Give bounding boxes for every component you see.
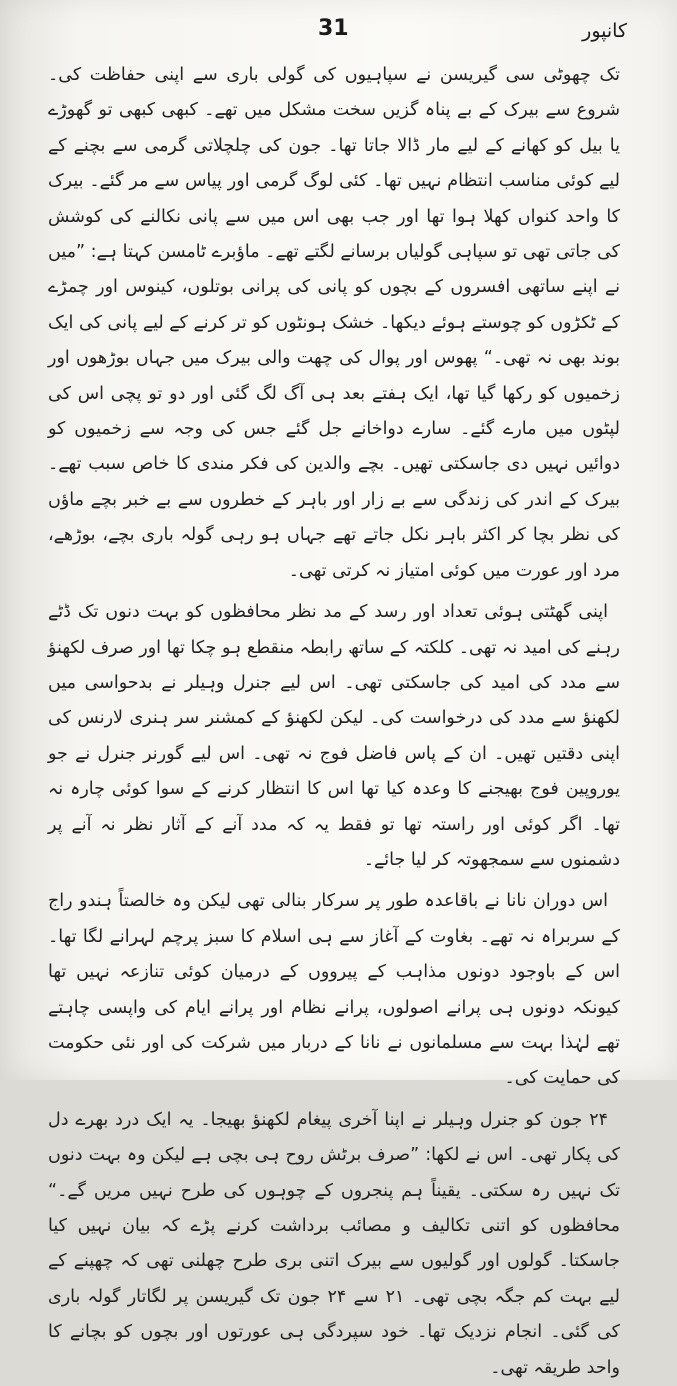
paragraph: ۲۴ جون کو جنرل وہیلر نے اپنا آخری پیغام لکھنؤ بھیجا۔ یہ ایک درد بھرے دل کی پکار تھی۔ اس نے لکھا: ”صرف برٹش روح ہی بچی ہے لیکن وہ بہت دنوں تک نہیں رہ سکتی۔ یقیناً ہم پنجروں کے چوہوں کی طرح نہیں مریں گے۔“ محافظوں کو اتنی تکالیف و مصائب برداشت کرنے پڑے کہ بیان نہیں کیا جاسکتا۔ گولوں اور گولیوں سے بیرک اتنی بری طرح چھلنی تھی کہ چھپنے کے لیے بہت کم جگہ بچی تھی۔ ۲۱ سے ۲۴ جون تک گیریسن پر لگاتار گولہ باری کی گئی۔ انجام نزدیک تھا۔ خود سپردگی ہی عورتوں اور بچوں کو بچانے کا واحد طریقہ تھی۔: [48, 1109, 620, 1378]
running-head: کانپور: [582, 20, 627, 42]
paragraph: اپنی گھٹتی ہوئی تعداد اور رسد کے مد نظر محافظوں کو بہت دنوں تک ڈٹے رہنے کی امید نہ تھی۔ کلکتہ کے ساتھ رابطہ منقطع ہو چکا تھا اور صرف لکھنؤ سے مدد کی امید کی جاسکتی تھی۔ اس لیے جنرل وہیلر نے بدحواسی میں لکھنؤ سے مدد کی درخواست کی۔ لیکن لکھنؤ کے کمشنر سر ہنری لارنس کی اپنی دقتیں تھیں۔ ان کے پاس فاضل فوج نہ تھی۔ اس لیے گورنر جنرل نے جو یوروپین فوج بھیجنے کا وعدہ کیا تھا اس کا انتظار کرنے کے سوا کوئی چارہ نہ تھا۔ اگر کوئی اور راستہ تھا تو فقط یہ کہ مدد آنے کے آثار نظر نہ آنے پر دشمنوں سے سمجھوتہ کر لیا جائے۔: [48, 602, 620, 870]
page-number: 31: [318, 16, 349, 41]
page-header: [0, 12, 677, 52]
body-text: [48, 58, 620, 1386]
paragraph: تک چھوٹی سی گیریسن نے سپاہیوں کی گولی باری سے اپنی حفاظت کی۔ شروع سے بیرک کے بے پناہ گزیں سخت مشکل میں تھے۔ کبھی کبھی تو گھوڑے یا بیل کو کھانے کے لیے مار ڈالا جاتا تھا۔ جون کی چلچلاتی گرمی سے بچنے کے لیے کوئی مناسب انتظام نہیں تھا۔ کئی لوگ گرمی اور پیاس سے مر گئے۔ بیرک کا واحد کنواں کھلا ہوا تھا اور جب بھی اس میں سے پانی نکالنے کی کوشش کی جاتی تھی تو سپاہی گولیاں برسانے لگتے تھے۔ ماؤبرے ٹامسن کہتا ہے: ”میں نے اپنے ساتھی افسروں کے بچوں کو پانی کی پرانی بوتلوں، کینوس اور چمڑے کے ٹکڑوں کو چوستے ہوئے دیکھا۔ خشک ہونٹوں کو تر کرنے کے لیے پانی کی ایک بوند بھی نہ تھی۔“ پھوس اور پوال کی چھت والی بیرک میں جہاں بوڑھوں اور زخمیوں کو رکھا گیا تھا، ایک ہفتے بعد ہی آگ لگ گئی اور دو تو پچی اس کی لپٹوں میں مارے گئے۔ سارے دواخانے جل گئے جس کی وجہ سے زخمیوں کو دوائیں نہیں دی جاسکتی تھیں۔ بچے والدین کی فکر مندی کا خاص سبب تھے۔ بیرک کے اندر کی زندگی سے بے زار اور باہر کے خطروں سے بے خبر بچے ماؤں کی نظر بچا کر اکثر باہر نکل جاتے تھے جہاں ہو رہی گولہ باری بچے، بوڑھے، مرد اور عورت میں کوئی امتیاز نہ کرتی تھی۔: [48, 65, 620, 581]
paragraph: اس دوران نانا نے باقاعدہ طور پر سرکار بنالی تھی لیکن وہ خالصتاً ہندو راج کے سربراہ نہ تھے۔ بغاوت کے آغاز سے ہی اسلام کا سبز پرچم لہرانے لگا تھا۔ اس کے باوجود دونوں مذاہب کے پیرووں کے درمیان کوئی تنازعہ نہیں تھا کیونکہ دونوں ہی پرانے اصولوں، پرانے نظام اور پرانے ایام کی واپسی چاہتے تھے لہٰذا بہت سے مسلمانوں نے نانا کے دربار میں شرکت کی اور نئی حکومت کی حمایت کی۔: [48, 891, 620, 1089]
